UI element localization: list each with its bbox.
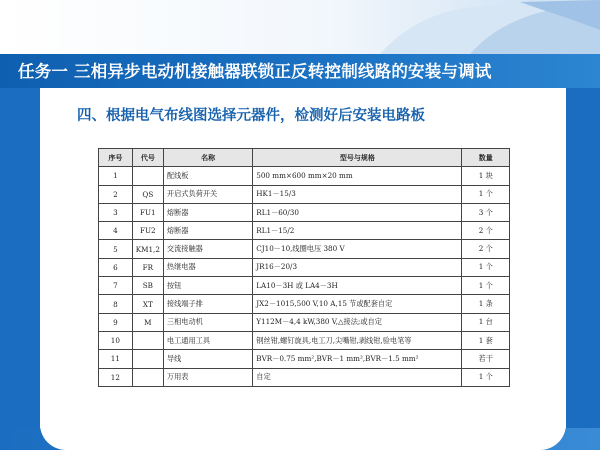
cell-no: 3	[99, 203, 133, 221]
cell-name: 配线板	[163, 167, 252, 185]
cell-spec: RL1－60/30	[253, 203, 462, 221]
cell-name: 接线端子排	[163, 295, 252, 313]
col-header-code: 代号	[132, 149, 163, 167]
cell-qty: 1 个	[462, 368, 510, 386]
cell-code: FR	[132, 258, 163, 276]
table-row	[99, 167, 510, 185]
cell-spec: HK1－15/3	[253, 185, 462, 203]
cell-no: 10	[99, 331, 133, 349]
cell-name: 按钮	[163, 277, 252, 295]
cell-qty: 1 个	[462, 258, 510, 276]
table-row	[99, 203, 510, 221]
cell-qty: 2 个	[462, 222, 510, 240]
cell-qty: 1 个	[462, 185, 510, 203]
cell-code: FU1	[132, 203, 163, 221]
cell-code: FU2	[132, 222, 163, 240]
cell-code: XT	[132, 295, 163, 313]
cell-no: 7	[99, 277, 133, 295]
cell-spec: BVR－0.75 mm²,BVR－1 mm²,BVR－1.5 mm²	[253, 350, 462, 368]
cell-code: SB	[132, 277, 163, 295]
section-subtitle: 四、根据电气布线图选择元器件，检测好后安装电路板	[77, 108, 425, 124]
cell-qty: 1 条	[462, 295, 510, 313]
cell-spec: 500 mm×600 mm×20 mm	[253, 167, 462, 185]
table-row	[99, 295, 510, 313]
cell-spec: 钢丝钳,螺钉旋具,电工刀,尖嘴钳,剥线钳,验电笔等	[253, 331, 462, 349]
table-row	[99, 368, 510, 386]
cell-qty: 1 台	[462, 313, 510, 331]
cell-code: KM1,2	[132, 240, 163, 258]
cell-spec: LA10－3H 或 LA4－3H	[253, 277, 462, 295]
left-frame	[0, 88, 40, 450]
cell-code	[132, 368, 163, 386]
cell-no: 1	[99, 167, 133, 185]
cell-no: 8	[99, 295, 133, 313]
cell-no: 11	[99, 350, 133, 368]
cell-name: 电工通用工具	[163, 331, 252, 349]
cell-code	[132, 350, 163, 368]
cell-name: 热继电器	[163, 258, 252, 276]
cell-no: 9	[99, 313, 133, 331]
cell-spec: JR16－20/3	[253, 258, 462, 276]
table-row	[99, 185, 510, 203]
table-header-row	[99, 149, 510, 167]
cell-qty: 1 块	[462, 167, 510, 185]
cell-qty: 3 个	[462, 203, 510, 221]
component-table	[98, 148, 510, 387]
cell-qty: 若干	[462, 350, 510, 368]
cell-name: 三相电动机	[163, 313, 252, 331]
cell-no: 2	[99, 185, 133, 203]
cell-spec: Y112M－4,4 kW,380 V,△接法;或自定	[253, 313, 462, 331]
cell-code	[132, 167, 163, 185]
table-row	[99, 240, 510, 258]
cell-name: 熔断器	[163, 222, 252, 240]
cell-qty: 2 个	[462, 240, 510, 258]
col-header-no: 序号	[99, 149, 133, 167]
col-header-name: 名称	[163, 149, 252, 167]
table-row	[99, 258, 510, 276]
cell-spec: CJ10－10,线圈电压 380 V	[253, 240, 462, 258]
cell-no: 5	[99, 240, 133, 258]
cell-spec: 自定	[253, 368, 462, 386]
table-row	[99, 313, 510, 331]
cell-code	[132, 331, 163, 349]
slide-title: 任务一 三相异步电动机接触器联锁正反转控制线路的安装与调试	[18, 62, 492, 81]
cell-qty: 1 套	[462, 331, 510, 349]
cell-no: 6	[99, 258, 133, 276]
cell-name: 万用表	[163, 368, 252, 386]
cell-spec: JX2－1015,500 V,10 A,15 节或配套自定	[253, 295, 462, 313]
cell-name: 开启式负荷开关	[163, 185, 252, 203]
cell-name: 熔断器	[163, 203, 252, 221]
col-header-qty: 数量	[462, 149, 510, 167]
table-row	[99, 277, 510, 295]
table-row	[99, 331, 510, 349]
cell-name: 交流接触器	[163, 240, 252, 258]
cell-code: M	[132, 313, 163, 331]
cell-no: 12	[99, 368, 133, 386]
col-header-spec: 型号与规格	[253, 149, 462, 167]
table-row	[99, 350, 510, 368]
right-frame	[566, 88, 600, 450]
cell-qty: 1 个	[462, 277, 510, 295]
table-row	[99, 222, 510, 240]
cell-spec: RL1－15/2	[253, 222, 462, 240]
cell-name: 导线	[163, 350, 252, 368]
cell-code: QS	[132, 185, 163, 203]
cell-no: 4	[99, 222, 133, 240]
